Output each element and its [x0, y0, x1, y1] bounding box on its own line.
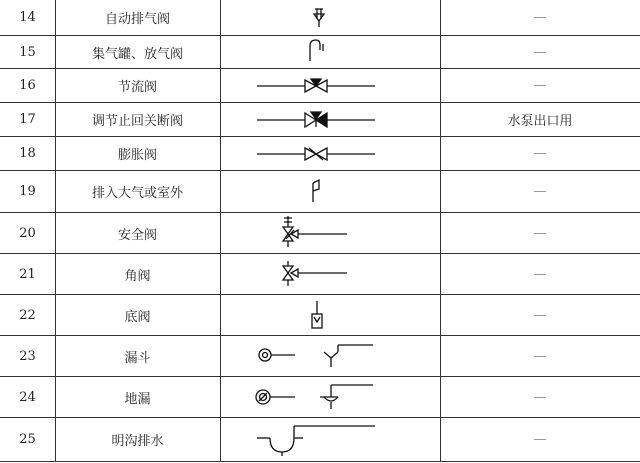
row-note: —	[533, 389, 547, 405]
row-number: 21	[19, 266, 36, 282]
row-name: 节流阀	[117, 80, 157, 95]
table-row	[0, 376, 640, 417]
table-row	[0, 212, 640, 253]
row-number: 25	[19, 432, 36, 447]
row-name: 地漏	[124, 391, 151, 407]
table-row	[0, 253, 640, 294]
table-row	[0, 294, 640, 335]
vent-to-atmosphere-icon	[220, 171, 440, 212]
row-number: 23	[19, 348, 36, 364]
row-note: 水泵出口用	[507, 114, 573, 129]
table-row	[0, 170, 640, 212]
funnel-icon	[220, 336, 440, 376]
air-collector-release-valve-icon	[220, 36, 440, 68]
row-note: —	[533, 78, 547, 93]
row-number: 19	[19, 184, 36, 199]
row-name: 集气罐、放气阀	[91, 46, 183, 62]
row-name: 膨胀阀	[117, 148, 157, 163]
throttle-valve-icon	[220, 69, 440, 102]
table-row	[0, 335, 640, 376]
row-note: —	[533, 146, 547, 161]
row-note: —	[533, 44, 547, 60]
row-name: 排入大气或室外	[91, 186, 183, 201]
table-row	[0, 68, 640, 102]
row-number: 18	[19, 146, 36, 161]
row-number: 15	[19, 44, 36, 60]
table-row	[0, 0, 640, 35]
row-name: 角阀	[124, 268, 151, 284]
row-number: 22	[19, 307, 36, 323]
row-name: 自动排气阀	[104, 11, 170, 27]
foot-valve-icon	[220, 295, 440, 335]
open-ditch-drain-icon	[220, 418, 440, 461]
regulating-check-shutoff-valve-icon	[220, 103, 440, 136]
row-note: —	[533, 9, 547, 25]
row-number: 24	[19, 389, 36, 405]
row-note: —	[533, 184, 547, 199]
row-name: 调节止回关断阀	[91, 114, 183, 129]
row-number: 17	[19, 112, 36, 127]
row-name: 明沟排水	[111, 434, 164, 449]
row-name: 底阀	[124, 309, 151, 325]
table-row	[0, 417, 640, 462]
row-note: —	[533, 307, 547, 323]
auto-air-vent-valve-icon	[220, 0, 440, 35]
row-note: —	[533, 348, 547, 364]
table-row	[0, 35, 640, 68]
row-note: —	[533, 225, 547, 241]
table-row	[0, 136, 640, 170]
floor-drain-icon	[220, 377, 440, 417]
safety-valve-icon	[220, 213, 440, 253]
expansion-valve-icon	[220, 137, 440, 170]
row-name: 漏斗	[124, 350, 151, 366]
row-note: —	[533, 432, 547, 447]
row-name: 安全阀	[117, 227, 157, 243]
row-number: 16	[19, 78, 36, 93]
table-row	[0, 102, 640, 136]
row-note: —	[533, 266, 547, 282]
row-number: 14	[19, 9, 36, 25]
row-number: 20	[19, 225, 36, 241]
angle-valve-icon	[220, 254, 440, 294]
